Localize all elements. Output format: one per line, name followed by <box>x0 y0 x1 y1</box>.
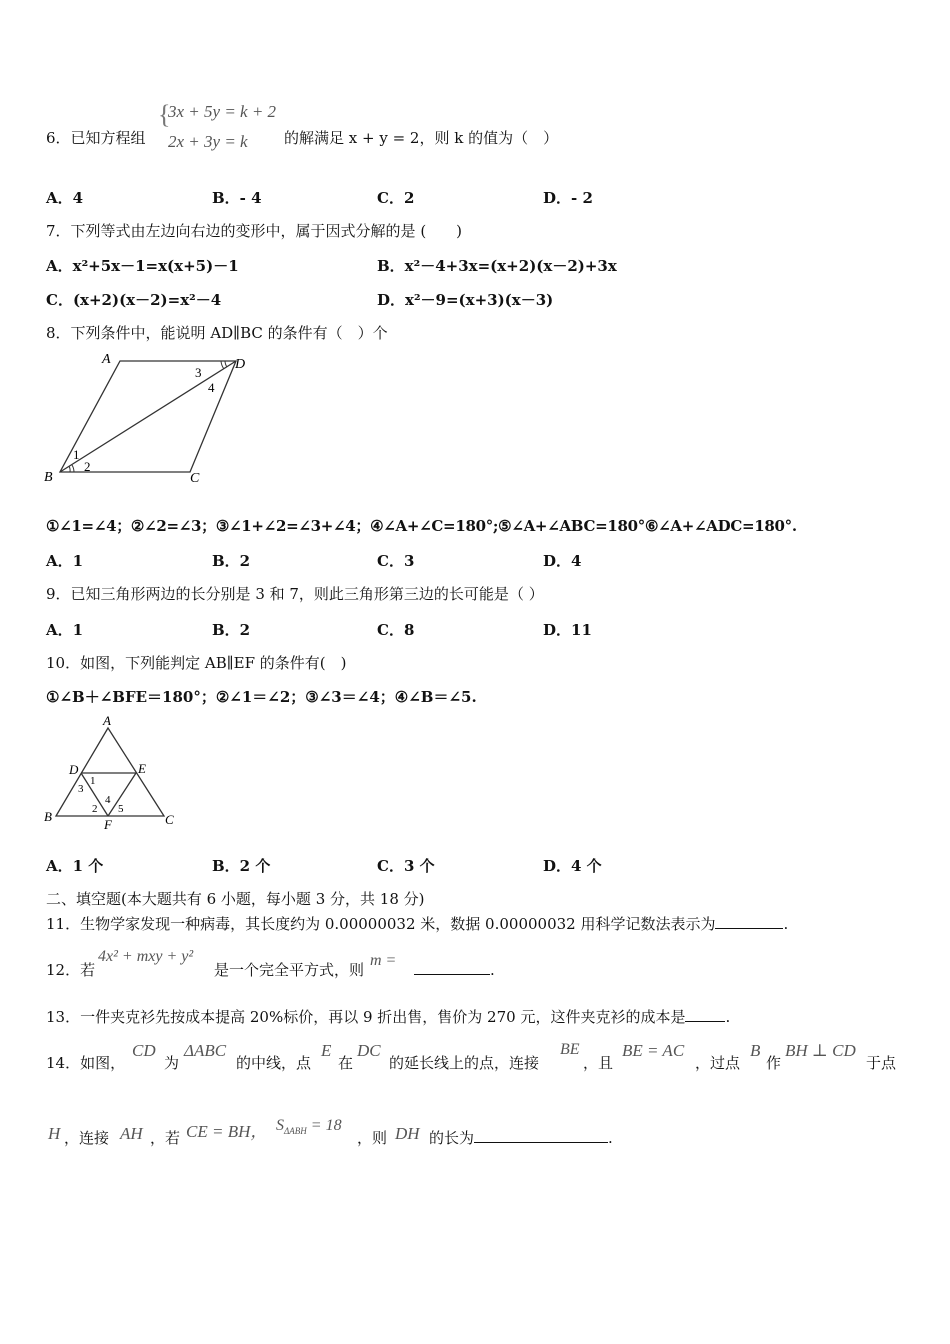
q9-option-d: D．11 <box>543 621 592 639</box>
label-E: E <box>138 761 146 776</box>
q6-option-c: C．2 <box>377 189 415 207</box>
q12-mid: 是一个完全平方式，则 <box>214 961 365 979</box>
parallelogram-figure <box>40 348 260 488</box>
section2-title: 二、填空题(本大题共有 6 小题，每小题 3 分，共 18 分) <box>46 890 425 908</box>
q6-option-b: B．- 4 <box>212 189 262 207</box>
q7-stem: 7．下列等式由左边向右边的变形中，属于因式分解的是 ( ) <box>46 222 463 240</box>
label-A: A <box>103 713 111 728</box>
q8-stem: 8．下列条件中，能说明 AD∥BC 的条件有（ ）个 <box>46 324 388 342</box>
q14-text: ，若 <box>150 1129 181 1147</box>
label-D: D <box>69 762 79 777</box>
label-C: C <box>165 812 174 827</box>
q12-var: m = <box>370 952 397 969</box>
brace: { <box>158 100 171 129</box>
q14-text: ，过点 <box>695 1054 741 1072</box>
q14-BHCD: BH ⊥ CD <box>785 1041 856 1060</box>
q7-option-a: A．x²+5x－1=x(x+5)－1 <box>46 257 239 275</box>
q14-text: 的延长线上的点，连接 <box>389 1054 540 1072</box>
label-3: 3 <box>195 365 202 380</box>
q14-S: $S_{\Delta ABH} = 18$ <box>276 1117 342 1137</box>
q6-option-d: D．- 2 <box>543 189 593 207</box>
q14-DH: DH <box>395 1124 420 1143</box>
q10-conditions: ①∠B＋∠BFE＝180°；②∠1＝∠2；③∠3＝∠4；④∠B＝∠5. <box>46 688 477 706</box>
q14-text: 于点 <box>866 1054 897 1072</box>
q12-expr: 4x² + mxy + y² <box>98 948 194 965</box>
q14-AH: AH <box>120 1124 143 1143</box>
q14-tail: 的长为 . <box>429 1129 613 1147</box>
q14-text: 作 <box>766 1054 782 1072</box>
q8-option-c: C．3 <box>377 552 415 570</box>
q7-option-b: B．x²－4+3x=(x+2)(x－2)+3x <box>377 257 617 275</box>
q14-text: ，连接 <box>64 1129 110 1147</box>
q13: 13．一件夹克衫先按成本提高 20%标价，再以 9 折出售，售价为 270 元，这件夹克衫的成本是 . <box>46 1008 731 1026</box>
label-2: 2 <box>92 803 98 815</box>
q10-option-a: A．1 个 <box>46 857 104 875</box>
label-D: D <box>235 357 246 372</box>
q14-BE: BE <box>560 1041 580 1058</box>
q6-eq1: 3x + 5y = k + 2 <box>168 102 277 121</box>
q6-eq2: 2x + 3y = k <box>168 132 248 151</box>
label-3: 3 <box>78 783 84 795</box>
q14-text: ，则 <box>357 1129 388 1147</box>
q14-BEAC: BE = AC <box>622 1041 685 1060</box>
q9-option-a: A．1 <box>46 621 84 639</box>
q7-option-c: C．(x+2)(x－2)=x²－4 <box>46 291 222 309</box>
label-B: B <box>44 470 53 485</box>
q10-option-c: C．3 个 <box>377 857 435 875</box>
label-5: 5 <box>118 803 124 815</box>
label-1: 1 <box>73 447 80 462</box>
q14-text: ，且 <box>583 1054 614 1072</box>
q12-num: 12．若 <box>46 961 96 979</box>
label-2: 2 <box>84 459 91 474</box>
q8-option-a: A．1 <box>46 552 84 570</box>
q14-DC: DC <box>357 1041 381 1060</box>
triangle-figure <box>40 712 190 832</box>
q8-option-b: B．2 <box>212 552 251 570</box>
label-4: 4 <box>208 380 215 395</box>
q8-conditions: ①∠1=∠4；②∠2=∠3；③∠1+∠2=∠3+∠4；④∠A+∠C=180°;⑤∠A+∠ABC=180°⑥∠A+∠ADC=180°. <box>46 517 797 535</box>
q10-stem: 10．如图，下列能判定 AB∥EF 的条件有( ) <box>46 654 347 672</box>
label-B: B <box>44 809 52 824</box>
label-A: A <box>102 352 111 367</box>
q10-option-b: B．2 个 <box>212 857 271 875</box>
label-C: C <box>190 471 200 486</box>
q11: 11．生物学家发现一种病毒，其长度约为 0.00000032 米，数据 0.00000032 用科学记数法表示为 . <box>46 915 789 933</box>
label-1: 1 <box>90 775 96 787</box>
q14-ABC: ΔABC <box>184 1041 227 1060</box>
q9-stem: 9．已知三角形两边的长分别是 3 和 7，则此三角形第三边的长可能是（ ） <box>46 585 544 603</box>
q6-number: 6．已知方程组 <box>46 129 146 147</box>
q14-CEBH: CE = BH， <box>186 1122 268 1141</box>
q14-text: 的中线，点 <box>236 1054 312 1072</box>
q14-B: B <box>750 1041 761 1060</box>
q14-text: 为 <box>164 1054 180 1072</box>
q9-option-b: B．2 <box>212 621 251 639</box>
q14-E: E <box>321 1041 332 1060</box>
q14-H: H <box>48 1124 61 1143</box>
q12-blank: . <box>414 960 495 980</box>
q8-option-d: D．4 <box>543 552 582 570</box>
q14-CD: CD <box>132 1041 156 1060</box>
q6-option-a: A．4 <box>46 189 84 207</box>
q6-suffix: 的解满足 x + y = 2，则 k 的值为（ ） <box>284 129 559 147</box>
label-F: F <box>104 817 112 832</box>
q14-text: 在 <box>338 1054 354 1072</box>
q10-option-d: D．4 个 <box>543 857 602 875</box>
q9-option-c: C．8 <box>377 621 415 639</box>
q14-num: 14．如图， <box>46 1054 126 1072</box>
q7-option-d: D．x²－9=(x+3)(x－3) <box>377 291 554 309</box>
label-4: 4 <box>105 794 111 806</box>
